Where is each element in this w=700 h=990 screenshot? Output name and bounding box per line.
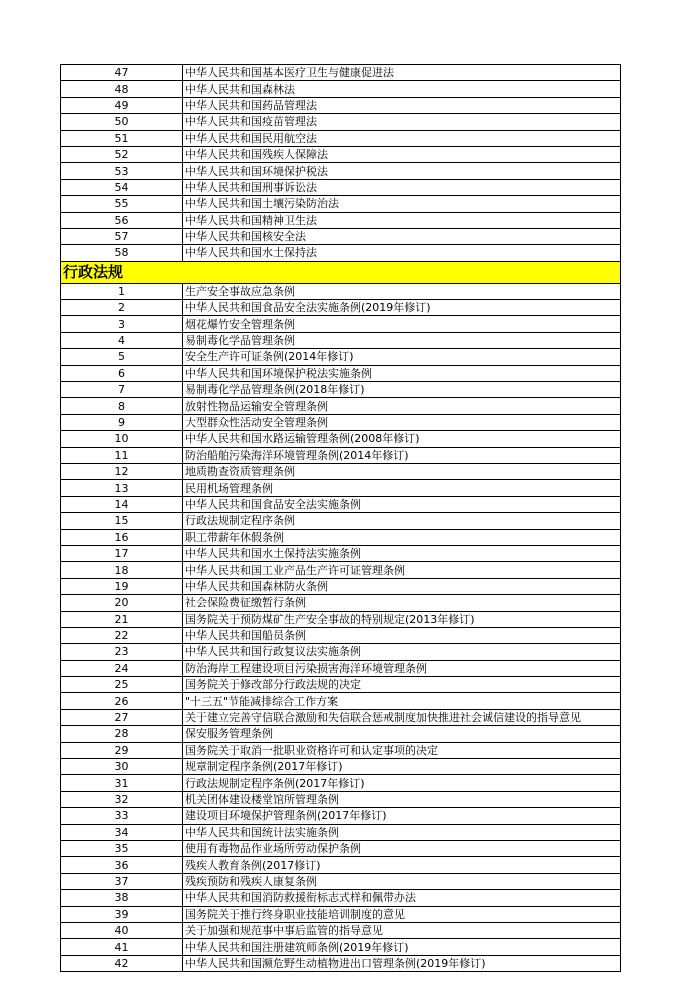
table-row [61,480,621,496]
row-number: 20 [61,595,183,611]
row-number: 48 [61,81,183,97]
table-row [61,196,621,212]
table-row [61,955,621,971]
table-row [61,775,621,791]
table-row [61,726,621,742]
regulation-name: 建设项目环境保护管理条例(2017年修订) [183,808,621,824]
row-number: 15 [61,513,183,529]
row-number: 53 [61,163,183,179]
row-number: 31 [61,775,183,791]
table-row [61,808,621,824]
row-number: 42 [61,955,183,971]
regulation-name: 中华人民共和国船员条例 [183,627,621,643]
row-number: 38 [61,890,183,906]
regulation-name: 残疾预防和残疾人康复条例 [183,873,621,889]
regulation-name: 中华人民共和国森林法 [183,81,621,97]
table-row [61,791,621,807]
regulation-name: 大型群众性活动安全管理条例 [183,414,621,430]
row-number: 14 [61,496,183,512]
regulation-name: 关于建立完善守信联合激励和失信联合惩戒制度加快推进社会诚信建设的指导意见 [183,709,621,725]
row-number: 6 [61,365,183,381]
row-number: 34 [61,824,183,840]
row-number: 11 [61,447,183,463]
row-number: 4 [61,332,183,348]
row-number: 23 [61,644,183,660]
regulation-name: 机关团体建设楼堂馆所管理条例 [183,791,621,807]
regulation-name: 中华人民共和国土壤污染防治法 [183,196,621,212]
table-row [61,562,621,578]
row-number: 29 [61,742,183,758]
table-row [61,660,621,676]
regulation-name: 中华人民共和国森林防火条例 [183,578,621,594]
table-row [61,824,621,840]
regulation-name: 行政法规制定程序条例(2017年修订) [183,775,621,791]
row-number: 33 [61,808,183,824]
table-row [61,939,621,955]
table-row [61,97,621,113]
regulation-name: 防治海岸工程建设项目污染损害海洋环境管理条例 [183,660,621,676]
regulation-name: 易制毒化学品管理条例(2018年修订) [183,382,621,398]
table-row [61,545,621,561]
table-row [61,529,621,545]
regulation-name: 放射性物品运输安全管理条例 [183,398,621,414]
row-number: 50 [61,114,183,130]
regulation-name: 地质勘查资质管理条例 [183,463,621,479]
table-row [61,332,621,348]
regulation-name: 中华人民共和国统计法实施条例 [183,824,621,840]
regulation-name: 职工带薪年休假条例 [183,529,621,545]
table-row [61,709,621,725]
table-row [61,627,621,643]
row-number: 47 [61,65,183,81]
table-row [61,677,621,693]
regulation-name: 中华人民共和国消防救援衔标志式样和佩带办法 [183,890,621,906]
regulation-name: 中华人民共和国基本医疗卫生与健康促进法 [183,65,621,81]
row-number: 9 [61,414,183,430]
regulation-name: 中华人民共和国水土保持法实施条例 [183,545,621,561]
regulation-name: 生产安全事故应急条例 [183,283,621,299]
regulation-name: 烟花爆竹安全管理条例 [183,316,621,332]
row-number: 57 [61,228,183,244]
row-number: 25 [61,677,183,693]
regulation-name: 保安服务管理条例 [183,726,621,742]
table-row [61,382,621,398]
regulation-name: 中华人民共和国行政复议法实施条例 [183,644,621,660]
row-number: 18 [61,562,183,578]
table-row [61,496,621,512]
section-title: 行政法规 [61,261,621,283]
table-row [61,212,621,228]
table-row [61,414,621,430]
row-number: 21 [61,611,183,627]
regulation-name: 中华人民共和国食品安全法实施条例(2019年修订) [183,300,621,316]
regulation-name: 防治船舶污染海洋环境管理条例(2014年修订) [183,447,621,463]
row-number: 52 [61,146,183,162]
row-number: 7 [61,382,183,398]
table-row [61,890,621,906]
table-row [61,163,621,179]
row-number: 26 [61,693,183,709]
table-row [61,463,621,479]
table-row [61,431,621,447]
table-row [61,365,621,381]
regulation-name: 国务院关于修改部分行政法规的决定 [183,677,621,693]
regulation-name: 国务院关于预防煤矿生产安全事故的特别规定(2013年修订) [183,611,621,627]
regulation-name: "十三五"节能减排综合工作方案 [183,693,621,709]
section-header-group [61,261,621,283]
table-row [61,595,621,611]
regulation-name: 中华人民共和国残疾人保障法 [183,146,621,162]
row-number: 58 [61,245,183,261]
row-number: 30 [61,759,183,775]
regulation-name: 民用机场管理条例 [183,480,621,496]
regulation-name: 中华人民共和国核安全法 [183,228,621,244]
regulation-name: 中华人民共和国疫苗管理法 [183,114,621,130]
table-row [61,742,621,758]
table-row [61,447,621,463]
regulation-name: 使用有毒物品作业场所劳动保护条例 [183,840,621,856]
row-number: 35 [61,840,183,856]
row-number: 1 [61,283,183,299]
row-number: 2 [61,300,183,316]
table-row [61,316,621,332]
regulation-name: 中华人民共和国水土保持法 [183,245,621,261]
table-row [61,179,621,195]
regulation-rows [61,283,621,971]
regulation-name: 国务院关于推行终身职业技能培训制度的意见 [183,906,621,922]
row-number: 3 [61,316,183,332]
row-number: 36 [61,857,183,873]
table-row [61,245,621,261]
row-number: 39 [61,906,183,922]
table-row [61,693,621,709]
row-number: 32 [61,791,183,807]
table-row [61,922,621,938]
row-number: 49 [61,97,183,113]
table-row [61,611,621,627]
table-row [61,300,621,316]
regulation-name: 国务院关于取消一批职业资格许可和认定事项的决定 [183,742,621,758]
table-row [61,857,621,873]
table-row [61,644,621,660]
regulation-name: 易制毒化学品管理条例 [183,332,621,348]
regulation-name: 中华人民共和国注册建筑师条例(2019年修订) [183,939,621,955]
regulation-name: 中华人民共和国水路运输管理条例(2008年修订) [183,431,621,447]
regulation-name: 行政法规制定程序条例 [183,513,621,529]
row-number: 56 [61,212,183,228]
row-number: 55 [61,196,183,212]
section-header-row [61,261,621,283]
regulation-name: 中华人民共和国食品安全法实施条例 [183,496,621,512]
row-number: 22 [61,627,183,643]
regulations-table [60,64,621,972]
table-row [61,513,621,529]
table-row [61,578,621,594]
regulation-name: 中华人民共和国环境保护税法实施条例 [183,365,621,381]
row-number: 40 [61,922,183,938]
regulation-name: 关于加强和规范事中事后监管的指导意见 [183,922,621,938]
table-row [61,349,621,365]
table-row [61,873,621,889]
table-row [61,840,621,856]
table-row [61,81,621,97]
regulation-name: 中华人民共和国民用航空法 [183,130,621,146]
table-row [61,283,621,299]
law-rows [61,65,621,262]
table-row [61,146,621,162]
table-row [61,114,621,130]
row-number: 41 [61,939,183,955]
regulation-name: 中华人民共和国工业产品生产许可证管理条例 [183,562,621,578]
regulation-name: 中华人民共和国环境保护税法 [183,163,621,179]
regulation-name: 中华人民共和国精神卫生法 [183,212,621,228]
row-number: 27 [61,709,183,725]
regulation-name: 中华人民共和国濒危野生动植物进出口管理条例(2019年修订) [183,955,621,971]
regulation-name: 中华人民共和国药品管理法 [183,97,621,113]
regulation-name: 安全生产许可证条例(2014年修订) [183,349,621,365]
row-number: 24 [61,660,183,676]
regulation-name: 规章制定程序条例(2017年修订) [183,759,621,775]
row-number: 12 [61,463,183,479]
row-number: 5 [61,349,183,365]
row-number: 10 [61,431,183,447]
row-number: 17 [61,545,183,561]
row-number: 13 [61,480,183,496]
row-number: 19 [61,578,183,594]
table-row [61,130,621,146]
table-row [61,65,621,81]
table-row [61,228,621,244]
row-number: 16 [61,529,183,545]
row-number: 51 [61,130,183,146]
row-number: 54 [61,179,183,195]
row-number: 37 [61,873,183,889]
table-row [61,759,621,775]
row-number: 8 [61,398,183,414]
table-row [61,906,621,922]
regulation-name: 社会保险费征缴暂行条例 [183,595,621,611]
table-row [61,398,621,414]
regulation-name: 残疾人教育条例(2017修订) [183,857,621,873]
row-number: 28 [61,726,183,742]
regulation-name: 中华人民共和国刑事诉讼法 [183,179,621,195]
